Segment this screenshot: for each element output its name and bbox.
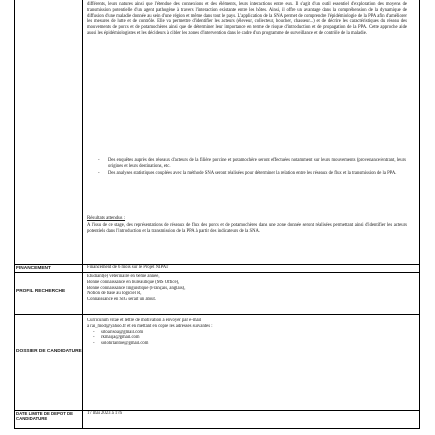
- results-paragraph: A l'issu de ce stage, des représentations de réseaux de flux des porcs et de potamochères dans une zone donnée seront réalisées permettant ainsi d'identifier les acteurs potentiels dans l'introduction et la transmission de la PPA à partir des indicateurs de la SNA.: [87, 223, 407, 234]
- row-label-financement: FINANCEMENT: [16, 266, 51, 271]
- profil-line: Bonne connaissance linguistique (Français, anglais),: [87, 285, 186, 291]
- email-item[interactable]: [87, 341, 407, 347]
- financement-value: [87, 265, 407, 271]
- results-heading: Résultats attendus :: [87, 216, 126, 221]
- dossier-line: Curriculum vitae et lettre de motivation à envoyer par e-mail: [87, 318, 202, 323]
- financement-text: Financement de 6 mois sur le Projet NIPAT: [87, 265, 169, 270]
- dossier-label-text: DOSSIER DE CANDIDATURE: [16, 349, 82, 354]
- table-border: [14, 0, 420, 429]
- bullet-item: [94, 171, 406, 177]
- column-divider: [82, 0, 83, 429]
- dash-icon: -: [98, 158, 100, 163]
- email-link[interactable]: solohrlantoe@gmail.com: [101, 341, 149, 347]
- row-label-profil: PROFIL RECHERCHE: [16, 289, 66, 294]
- row-label-date-limite: DATE LIMITE DE DEPOT DE CANDIDATURE: [16, 411, 73, 421]
- date-limite-value: [87, 411, 407, 417]
- description-paragraph: [87, 2, 407, 37]
- row-divider: [14, 272, 420, 273]
- dossier-line: à rai_mod@yahoo.fr et en mettant en copie les adresses suivantes :: [87, 323, 213, 329]
- profil-line: Connaissance en SIG serait un atout.: [87, 297, 156, 303]
- bullet-text: Des analyses statistiques couplées avec la méthode SNA seront réalisées pour déterminer la relation entre les réseaux de flux et la transmission de la PPA.: [108, 170, 397, 176]
- row-divider: [14, 428, 420, 429]
- profil-line: Etudiant(e) vétérinaire en 6ème année,: [87, 274, 160, 279]
- dash-icon: -: [93, 341, 95, 347]
- email-link[interactable]: sitoarisoa@gmail.com: [101, 329, 144, 335]
- row-divider: [14, 314, 420, 315]
- row-label-dossier: [16, 349, 82, 355]
- bullet-text: Des enquêtes auprès des réseaux d'acteurs de la filière porcine et potamochère seront effectuées notamment sur leurs mouvements (provenance/entrant, leurs origines et leurs destinations, etc.: [108, 158, 406, 169]
- method-bullet-list: [94, 158, 406, 177]
- dossier-value: [87, 318, 407, 347]
- bullet-item: [94, 158, 406, 170]
- intro-text: différents, leurs natures ainsi que l'étendue des connexions et des éléments, leurs interactions entre eux. Il s'agit d'un outil essentiel d'exploration des moyens de transmission potentielle d'un agent pathogène à travers l'interaction existante entre les hôtes. Ainsi, il offre un avantage dans la compréhension de la dynamique de diffusion d'une maladie donnée au sein d'une région et même dans tout le pays. L'application de la SNA permet de comprendre l'épidémiologie de la PPA afin d'améliorer les mesures de lutte et de contrôle. Elle va permettre d'identifier les acteurs (éleveur, collecteur, boucher, chasseur...) et de décrire les caractéristiques du réseau des mouvements de porcs et de potamochères ainsi que de déterminer leur importance en terme de risque d'introduction et de propagation de la PPA. Cette approche aide aussi les épidémiologistes et les décideurs à cibler les zones d'intervention dans le cadre d'un programme de surveillance et de contrôle de la maladie.: [87, 2, 407, 36]
- profil-value: [87, 274, 407, 303]
- dash-icon: -: [93, 335, 95, 341]
- document-frame: [14, 0, 420, 430]
- deadline-text: 17 mai 2023 à 17h: [87, 411, 122, 416]
- profil-line: Notion de base au logiciel R,: [87, 291, 142, 297]
- dash-icon: -: [98, 170, 100, 176]
- dash-icon: -: [93, 329, 95, 335]
- profil-line: Bonne connaissance en bureautique (MS Office),: [87, 279, 180, 285]
- email-link[interactable]: rkmaija@gmail.com: [101, 335, 140, 341]
